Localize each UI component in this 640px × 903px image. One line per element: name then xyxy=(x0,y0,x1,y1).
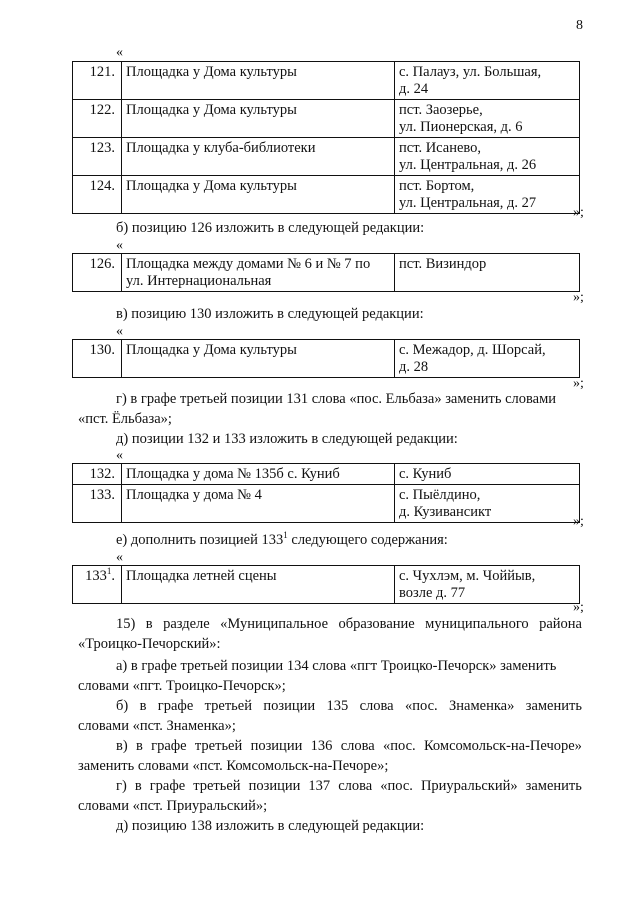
position-name: Площадка у Дома культуры xyxy=(122,340,395,378)
open-quote: « xyxy=(116,45,123,60)
position-name: Площадка у дома № 4 xyxy=(122,485,395,523)
position-name: Площадка у Дома культуры xyxy=(122,100,395,138)
section-15-line1 xyxy=(116,614,582,634)
word: разделе xyxy=(163,616,210,632)
position-number: 121. xyxy=(73,62,122,100)
word: слова xyxy=(340,738,375,754)
word: позиции xyxy=(250,738,303,754)
close-quote: »; xyxy=(573,600,584,615)
position-address: пст. Исанево, ул. Центральная, д. 26 xyxy=(395,138,580,176)
table-row xyxy=(73,464,580,485)
paragraph-e: е) дополнить позицией $133^1$ следующего содержания: xyxy=(116,530,448,548)
word: заменить xyxy=(525,698,582,714)
position-name: Площадка у дома № 135б с. Куниб xyxy=(122,464,395,485)
word: «пос. xyxy=(383,738,416,754)
word: графе xyxy=(151,738,187,754)
close-quote: »; xyxy=(573,205,584,220)
table-position-126 xyxy=(72,253,580,292)
position-number: 132. xyxy=(73,464,122,485)
table-positions-121-124 xyxy=(72,61,580,214)
word: позиции xyxy=(263,698,316,714)
word: позиции xyxy=(248,778,301,794)
table-positions-132-133 xyxy=(72,463,580,523)
word: в) xyxy=(116,738,128,754)
open-quote: « xyxy=(116,448,123,463)
close-quote: »; xyxy=(573,376,584,391)
page-number: 8 xyxy=(576,18,583,33)
word: 137 xyxy=(308,778,331,794)
position-address: с. Палауз, ул. Большая, д. 24 xyxy=(395,62,580,100)
position-number: 122. xyxy=(73,100,122,138)
word: г) xyxy=(116,778,127,794)
word: слова xyxy=(359,698,394,714)
table-row xyxy=(73,138,580,176)
word: графе xyxy=(157,698,194,714)
word: Знаменка» xyxy=(449,698,515,714)
position-address: с. Межадор, д. Шорсай, д. 28 xyxy=(395,340,580,378)
table-row xyxy=(73,100,580,138)
table-row xyxy=(73,176,580,214)
word: в xyxy=(135,738,143,754)
position-address: пст. Бортом, ул. Центральная, д. 27 xyxy=(395,176,580,214)
position-address: с. Чухлэм, м. Чоййыв, возле д. 77 xyxy=(395,566,580,604)
table-position-130 xyxy=(72,339,580,378)
position-name: Площадка у Дома культуры xyxy=(122,62,395,100)
item-g-line2: словами «пст. Приуральский»; xyxy=(78,798,268,814)
table-row xyxy=(73,566,580,604)
word: в xyxy=(134,778,142,794)
position-number: $133^1$. xyxy=(73,566,122,604)
table-row xyxy=(73,254,580,292)
word: 136 xyxy=(310,738,333,754)
table-row xyxy=(73,62,580,100)
paragraph-v: в) позицию 130 изложить в следующей редакции: xyxy=(116,306,424,322)
paragraph-g-line2: «пст. Ёльбаза»; xyxy=(78,411,172,427)
word: графе xyxy=(149,778,186,794)
position-name: Площадка у Дома культуры xyxy=(122,176,395,214)
table-row xyxy=(73,340,580,378)
word: «Муниципальное xyxy=(220,616,329,632)
word: слова xyxy=(338,778,373,794)
word: Приуральский» xyxy=(420,778,518,794)
item-a-line2: словами «пгт. Троицко-Печорск»; xyxy=(78,678,286,694)
word: «пос. xyxy=(380,778,413,794)
item-v-line2: заменить словами «пст. Комсомольск-на-Печоре»; xyxy=(78,758,389,774)
word: района xyxy=(539,616,582,632)
position-address: с. Пыёлдино, д. Кузивансикт xyxy=(395,485,580,523)
close-quote: »; xyxy=(573,514,584,529)
paragraph-g-line1: г) в графе третьей позиции 131 слова «пос. Ельбаза» заменить словами xyxy=(116,391,557,407)
close-quote: »; xyxy=(573,290,584,305)
item-b-line2: словами «пст. Знаменка»; xyxy=(78,718,236,734)
open-quote: « xyxy=(116,238,123,253)
word: в xyxy=(139,698,147,714)
word: в xyxy=(145,616,153,632)
word: Комсомольск-на-Печоре» xyxy=(423,738,582,754)
position-address: пст. Визиндор xyxy=(395,254,580,292)
word: третьей xyxy=(193,778,241,794)
open-quote: « xyxy=(116,550,123,565)
position-number: 133. xyxy=(73,485,122,523)
word: третьей xyxy=(204,698,252,714)
position-name: Площадка между домами № 6 и № 7 по ул. Интернациональная xyxy=(122,254,395,292)
item-b-line1 xyxy=(116,696,582,716)
position-name: Площадка у клуба-библиотеки xyxy=(122,138,395,176)
item-g-line1 xyxy=(116,776,582,796)
word: третьей xyxy=(194,738,243,754)
item-v-line1 xyxy=(116,736,582,756)
word: 15) xyxy=(116,616,136,632)
paragraph-d: д) позиции 132 и 133 изложить в следующей редакции: xyxy=(116,431,458,447)
open-quote: « xyxy=(116,324,123,339)
paragraph-b: б) позицию 126 изложить в следующей редакции: xyxy=(116,220,425,236)
word: 135 xyxy=(326,698,349,714)
word: б) xyxy=(116,698,129,714)
item-a-line1: а) в графе третьей позиции 134 слова «пгт Троицко-Печорск» заменить xyxy=(116,658,557,674)
table-row xyxy=(73,485,580,523)
section-15-line2: «Троицко-Печорский»: xyxy=(78,636,221,652)
position-number: 126. xyxy=(73,254,122,292)
word: «пос. xyxy=(404,698,438,714)
table-position-133-1 xyxy=(72,565,580,604)
item-d-line1: д) позицию 138 изложить в следующей редакции: xyxy=(116,818,425,834)
word: образование xyxy=(338,616,415,632)
position-number: 123. xyxy=(73,138,122,176)
position-number: 124. xyxy=(73,176,122,214)
position-address: пст. Заозерье, ул. Пионерская, д. 6 xyxy=(395,100,580,138)
position-number: 130. xyxy=(73,340,122,378)
position-name: Площадка летней сцены xyxy=(122,566,395,604)
position-address: с. Куниб xyxy=(395,464,580,485)
word: заменить xyxy=(525,778,582,794)
word: муниципального xyxy=(425,616,529,632)
